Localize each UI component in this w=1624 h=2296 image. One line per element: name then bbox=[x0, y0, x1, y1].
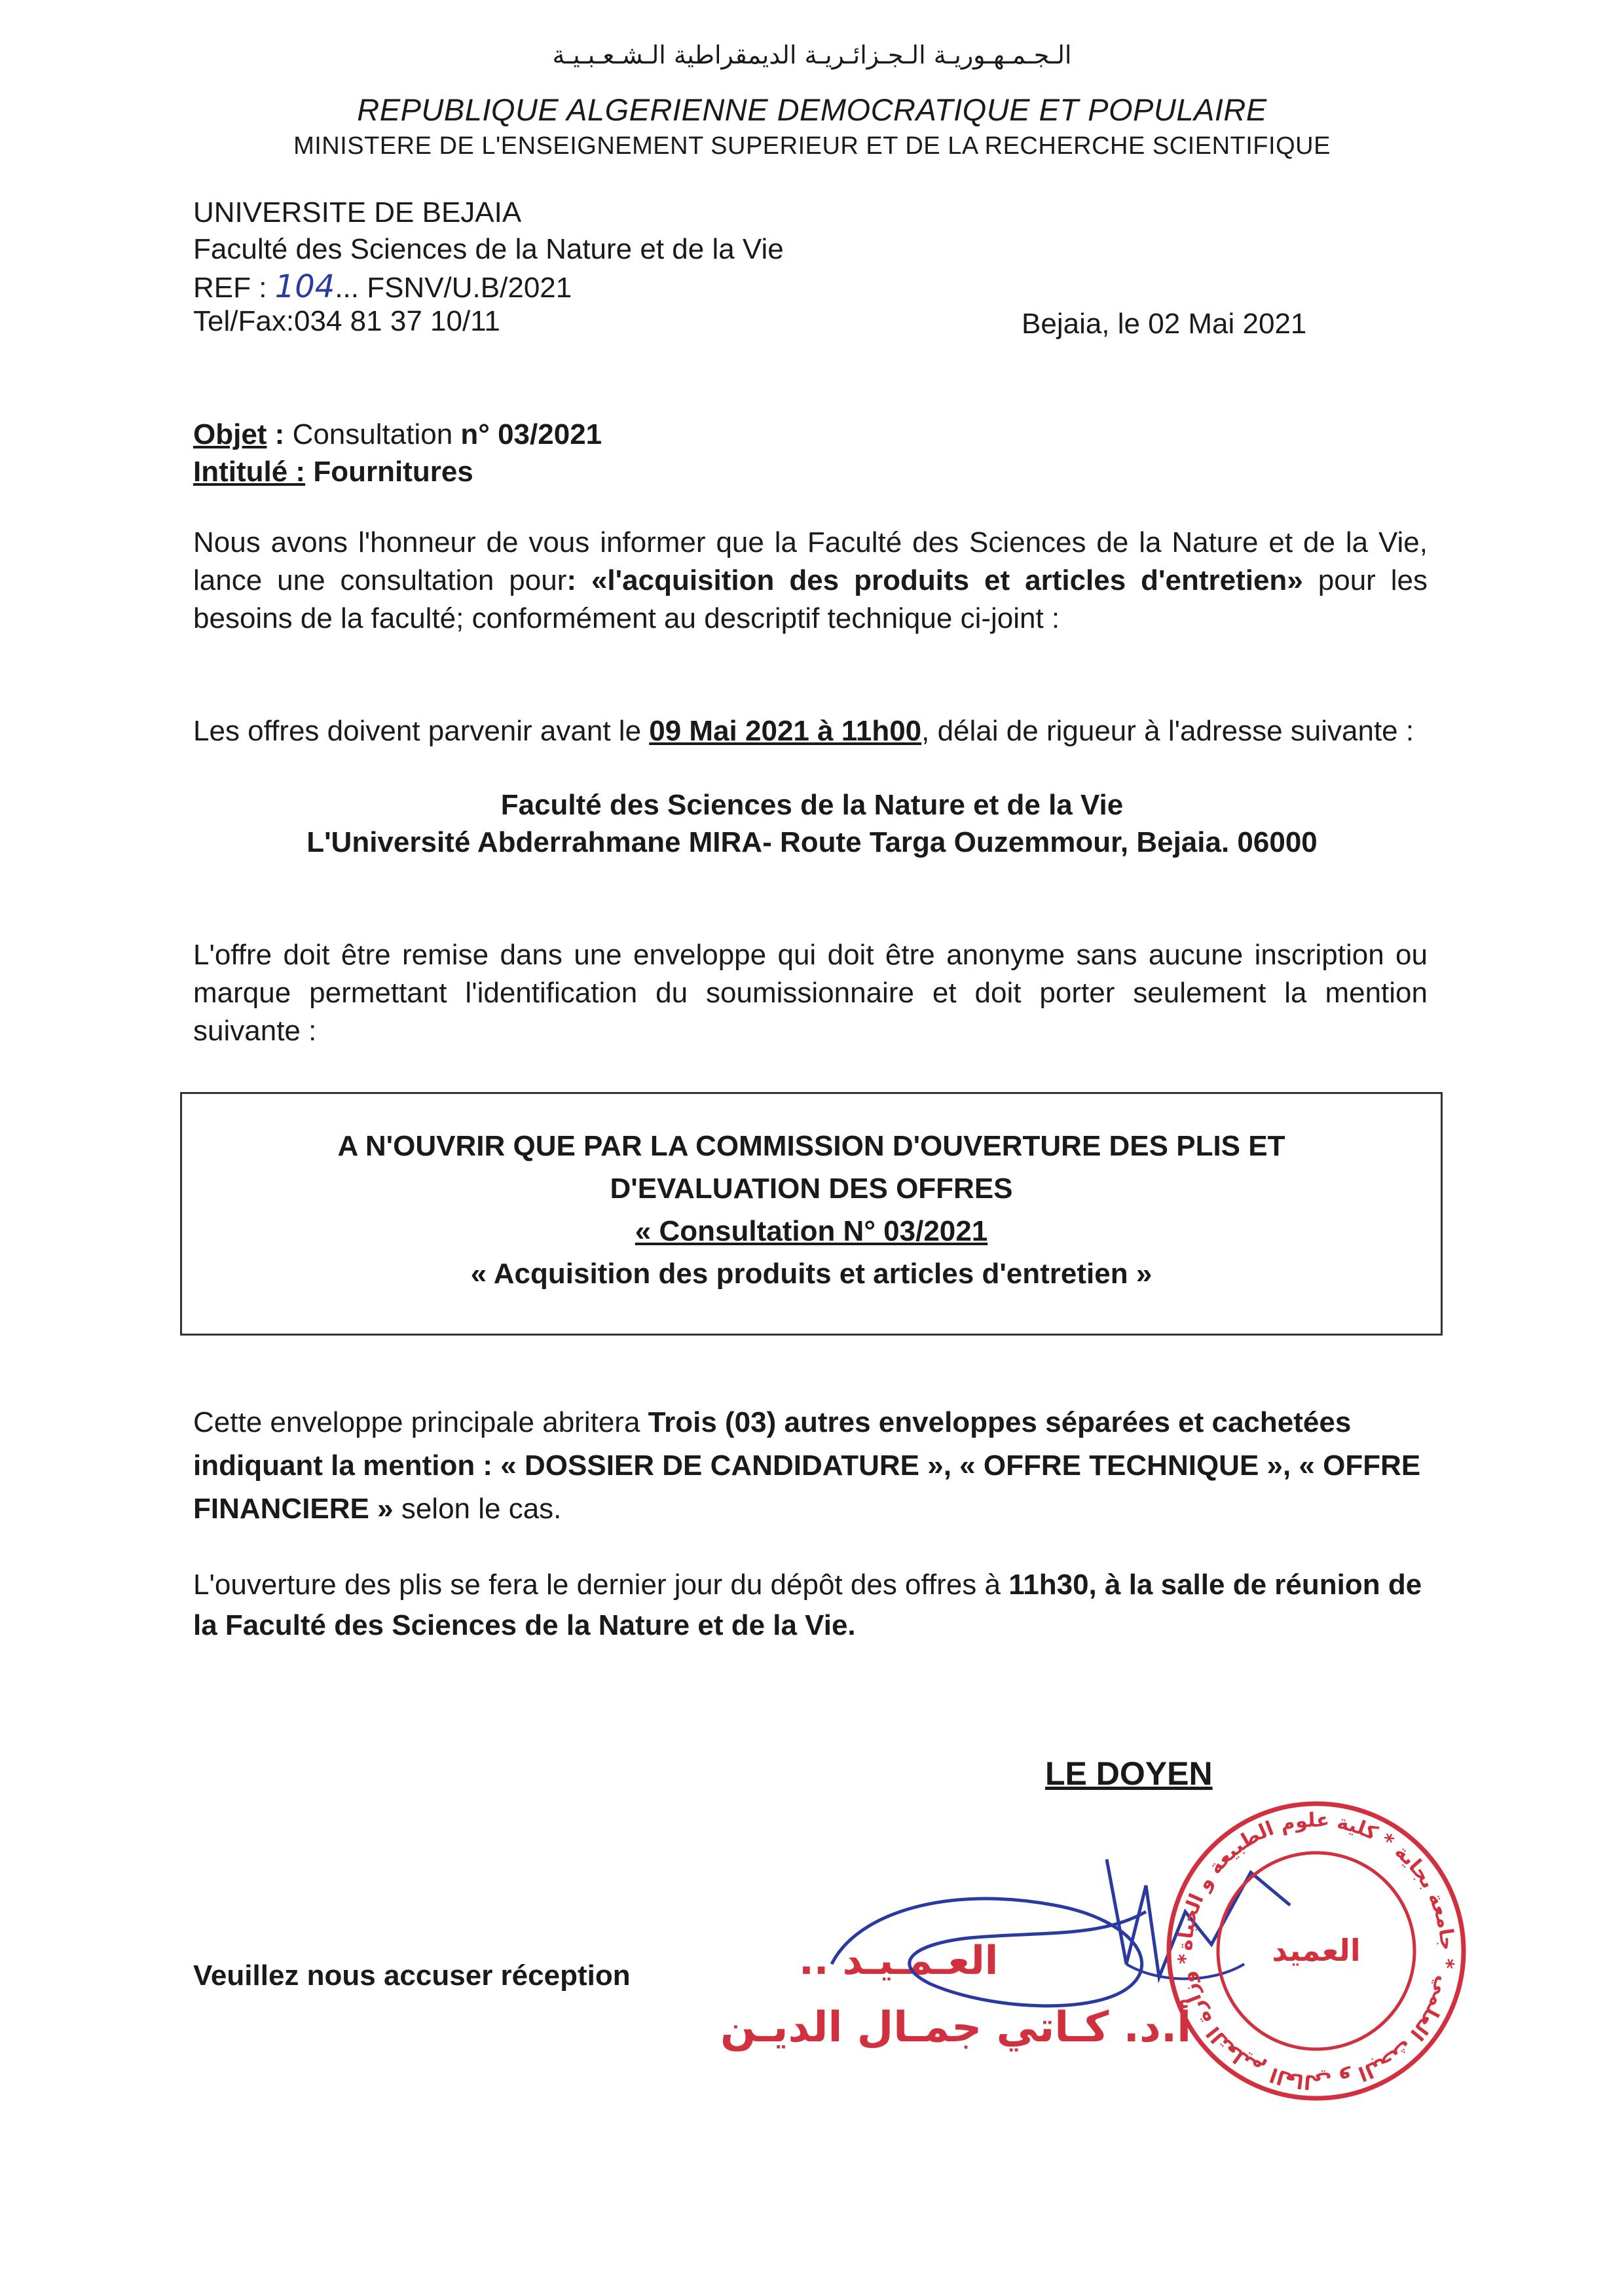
objet-sep: : bbox=[267, 418, 293, 450]
paragraph-envelope: L'offre doit être remise dans une enveloppe qui doit être anonyme sans aucune inscription ou marque permettant l'identification du soumissionnaire et doit porter seulement la mention suivante : bbox=[193, 939, 1428, 1047]
box-line-4: « Acquisition des produits et articles d'entretien » bbox=[470, 1258, 1153, 1290]
letter-date: Bejaia, le 02 Mai 2021 bbox=[1022, 308, 1307, 340]
arabic-republic-title: الـجـمـهـوريـة الـجـزائـريـة الديمقراطية الـشـعـبـيـة bbox=[552, 41, 1072, 69]
telfax: Tel/Fax:034 81 37 10/11 bbox=[193, 305, 500, 337]
paragraph-enclosures bbox=[193, 1401, 1428, 1531]
p4-start: Cette enveloppe principale abritera bbox=[193, 1406, 648, 1438]
dean-title: LE DOYEN bbox=[1045, 1755, 1213, 1792]
paragraph-opening bbox=[193, 1565, 1428, 1646]
mention-box bbox=[180, 1092, 1443, 1336]
box-line-3 bbox=[182, 1215, 1441, 1248]
p2-deadline: 09 Mai 2021 à 11h00 bbox=[649, 715, 922, 747]
intitule-line bbox=[193, 453, 473, 491]
paragraph-intro bbox=[193, 524, 1428, 638]
arabic-dean-label: العـمـيـد .. bbox=[799, 1938, 999, 1984]
p1-bold: : «l'acquisition des produits et articles d'entretien» bbox=[566, 564, 1303, 596]
ref-number: 104 bbox=[274, 268, 335, 305]
stamp-ring-text: وزارة التعليم العالي و البحث العلمي * جامعة بجاية * كلية علوم الطبيعة و الحياة * bbox=[1173, 1808, 1459, 2094]
ref-suffix: ... FSNV/U.B/2021 bbox=[335, 272, 572, 304]
p1-start: Nous avons l'honneur de vous informer que la Faculté des Sciences de la Nature et de la Vie, lance une consultation pour bbox=[193, 526, 1428, 596]
arabic-dean-name: أ.د. كـاتي جمـال الديـن bbox=[720, 2003, 1192, 2052]
p4-bold: Trois (03) autres enveloppes séparées et cachetées indiquant la mention : « DOSSIER DE CANDIDATURE », « OFFRE TECHNIQUE », « OFFRE FINANCIERE » bbox=[193, 1406, 1421, 1525]
intitule-label: Intitulé : bbox=[193, 456, 306, 488]
subject-line bbox=[193, 416, 602, 454]
objet-text: Consultation bbox=[292, 418, 461, 450]
faculty-name: Faculté des Sciences de la Nature et de la Vie bbox=[193, 233, 784, 265]
p2-start: Les offres doivent parvenir avant le bbox=[193, 715, 650, 747]
university-name: UNIVERSITE DE BEJAIA bbox=[193, 196, 522, 228]
republic-title: REPUBLIQUE ALGERIENNE DEMOCRATIQUE ET POPULAIRE bbox=[357, 92, 1267, 127]
box-consultation: « Consultation N° 03/2021 bbox=[635, 1215, 988, 1247]
ref-prefix: REF : bbox=[193, 272, 267, 304]
address-line-2: L'Université Abderrahmane MIRA- Route Targa Ouzemmour, Bejaia. 06000 bbox=[306, 826, 1318, 858]
box-line-2: D'EVALUATION DES OFFRES bbox=[610, 1173, 1013, 1205]
ministry-title: MINISTERE DE L'ENSEIGNEMENT SUPERIEUR ET DE LA RECHERCHE SCIENTIFIQUE bbox=[293, 132, 1331, 160]
box-line-1: A N'OUVRIR QUE PAR LA COMMISSION D'OUVERTURE DES PLIS ET bbox=[337, 1130, 1285, 1162]
p2-end: , délai de rigueur à l'adresse suivante : bbox=[921, 715, 1414, 747]
paragraph-deadline bbox=[193, 712, 1428, 750]
reference-line bbox=[193, 268, 572, 305]
p1-end: pour les besoins de la faculté; conformément au descriptif technique ci-joint : bbox=[193, 564, 1428, 634]
p5-start: L'ouverture des plis se fera le dernier jour du dépôt des offres à bbox=[193, 1569, 1009, 1601]
intitule-value: Fournitures bbox=[305, 456, 473, 488]
objet-number: n° 03/2021 bbox=[460, 418, 602, 450]
acknowledgement-request: Veuillez nous accuser réception bbox=[193, 1959, 631, 1992]
p4-end: selon le cas. bbox=[393, 1493, 562, 1525]
objet-label: Objet bbox=[193, 418, 267, 450]
p5-bold: 11h30, à la salle de réunion de la Faculté des Sciences de la Nature et de la Vie. bbox=[193, 1569, 1422, 1641]
stamp-center-text: العميد bbox=[1272, 1933, 1361, 1968]
dean-stamp bbox=[1159, 1794, 1473, 2108]
address-line-1: Faculté des Sciences de la Nature et de la Vie bbox=[500, 789, 1124, 821]
